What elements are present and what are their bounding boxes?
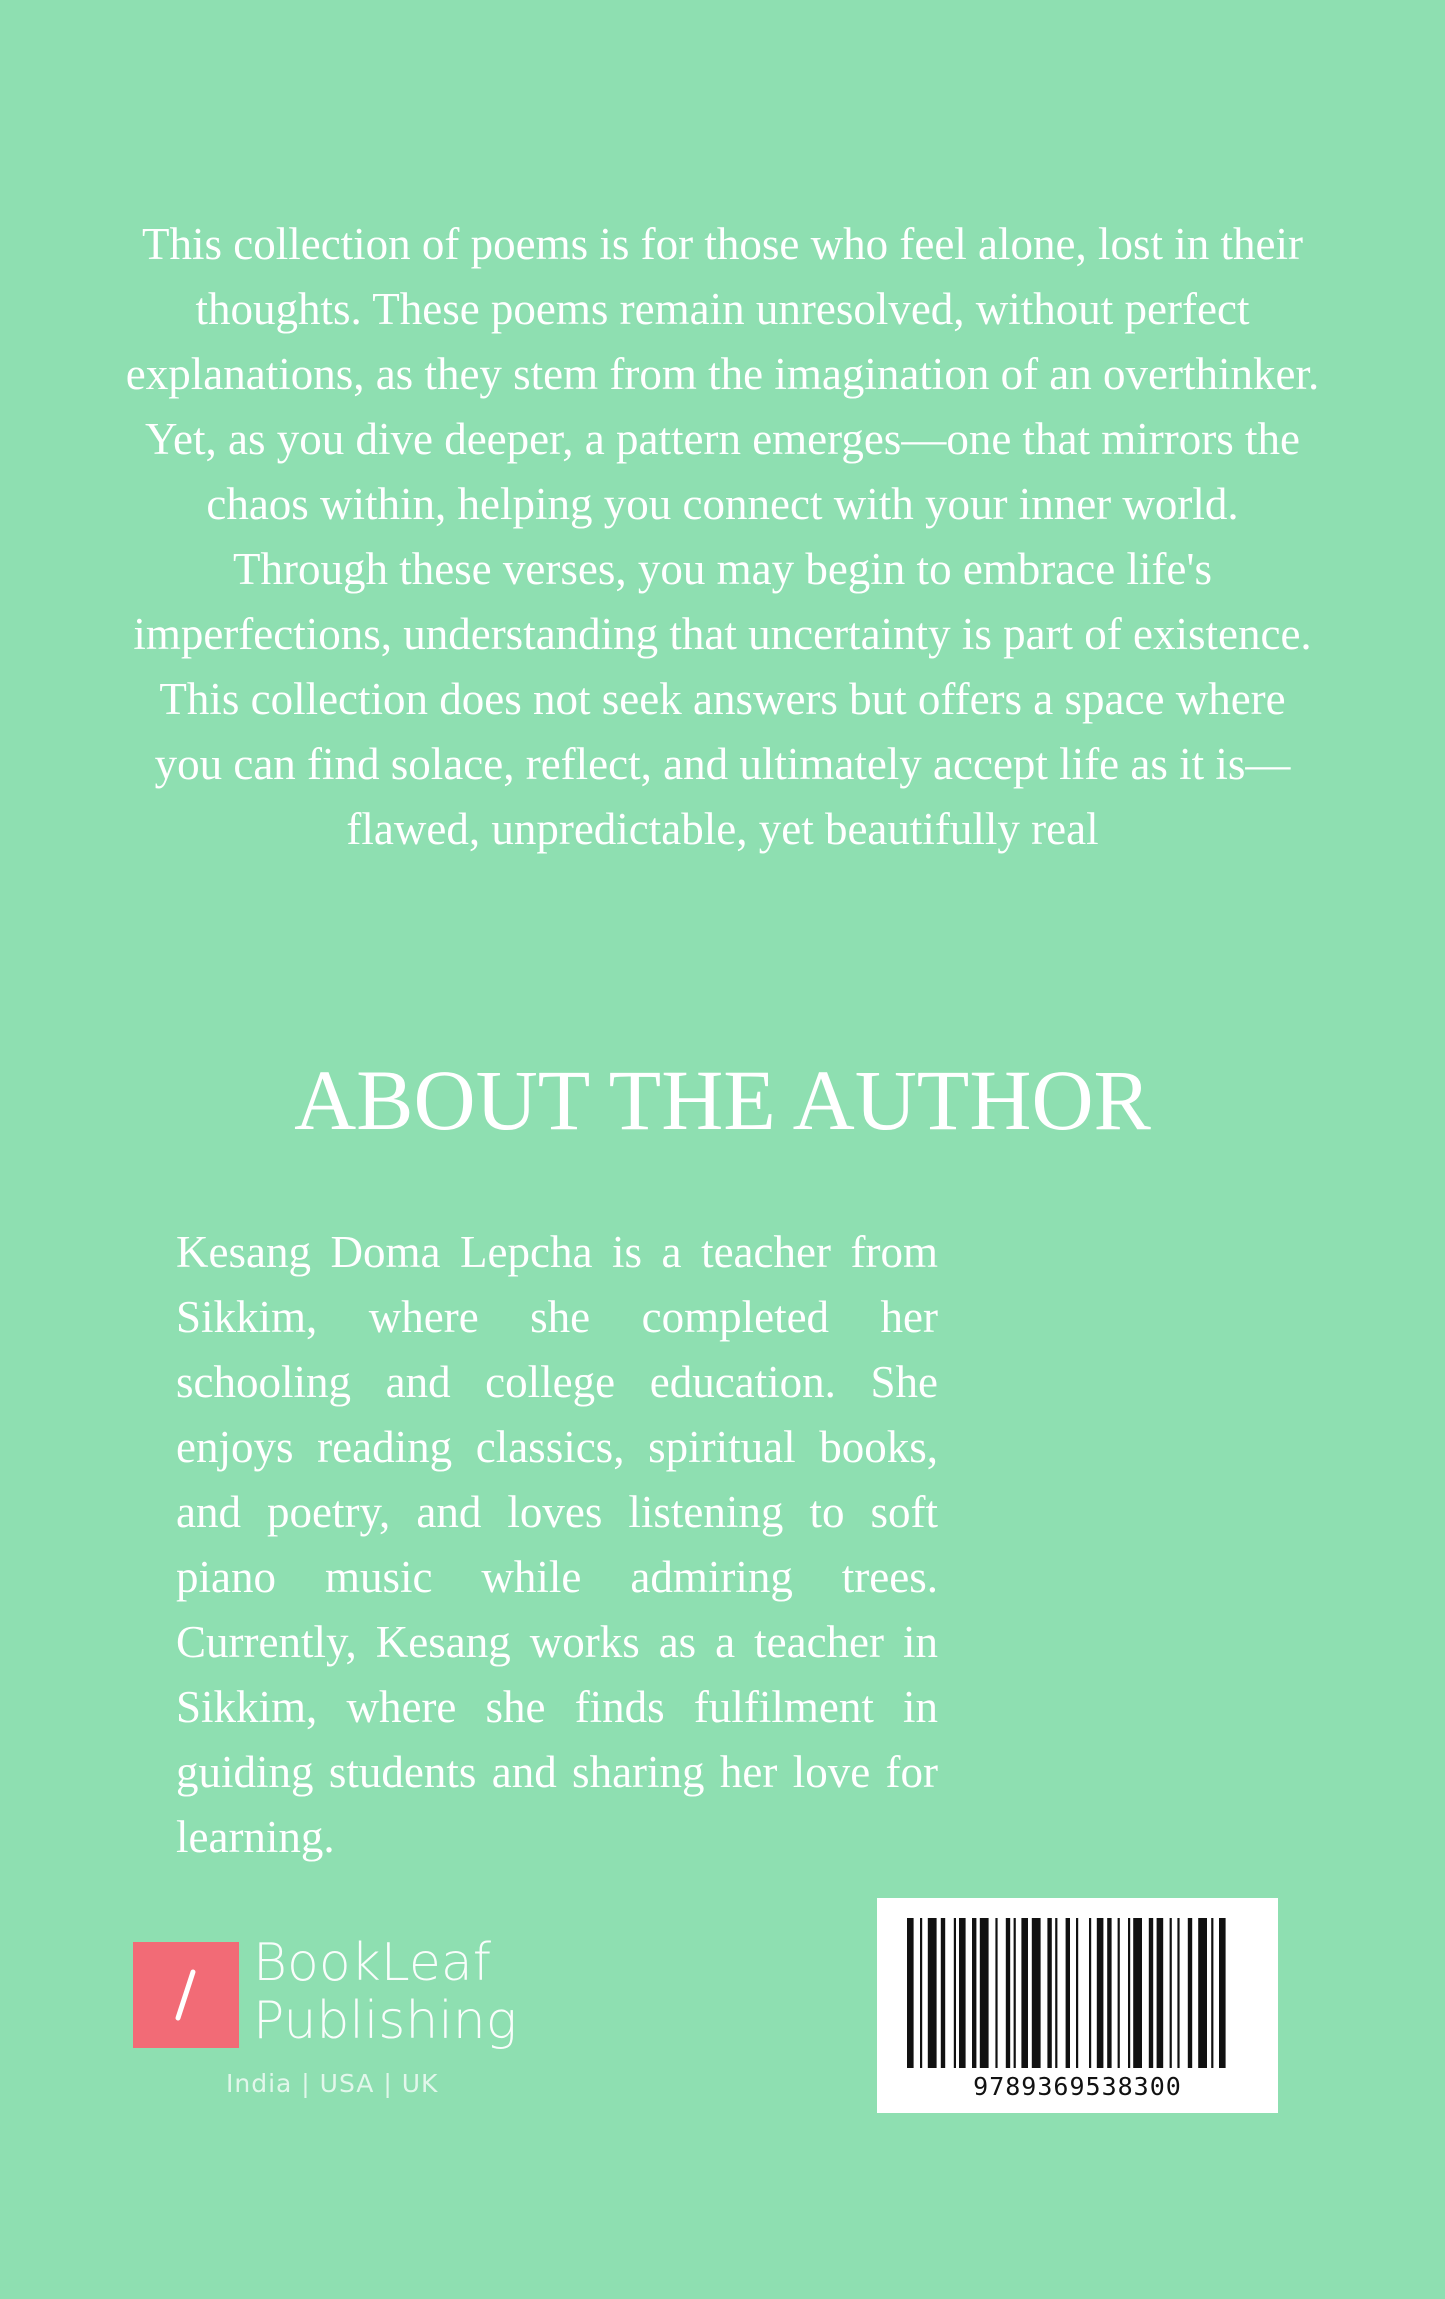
publisher-name-line1: BookLeaf bbox=[253, 1933, 492, 1993]
publisher-logo bbox=[133, 1933, 533, 2112]
barcode-icon bbox=[907, 1918, 1248, 2068]
publisher-regions: India | USA | UK bbox=[226, 2069, 439, 2098]
slash-logo-icon bbox=[133, 1942, 239, 2048]
blurb-text: This collection of poems is for those who feel alone, lost in their thoughts. These poems remain unresolved, without perfect explanations, as they stem from the imagination of an overthinker. Yet, as you dive deeper, a pattern emerges—one that mirrors the chaos within, helping you connect with your inner world. Through these verses, you may begin to embrace life's imperfections, understanding that uncertainty is part of existence. This collection does not seek answers but offers a space where you can find solace, reflect, and ultimately accept life as it is—flawed, unpredictable, yet beautifully real bbox=[125, 219, 1320, 854]
isbn-barcode bbox=[877, 1898, 1278, 2113]
publisher-name-line2: Publishing bbox=[253, 1991, 517, 2051]
about-author-heading: ABOUT THE AUTHOR bbox=[294, 1052, 1151, 1148]
author-bio-text: Kesang Doma Lepcha is a teacher from Sikkim, where she completed her schooling and college education. She enjoys reading classics, spiritual books, and poetry, and loves listening to soft piano music while admiring trees. Currently, Kesang works as a teacher in Sikkim, where she finds fulfilment in guiding students and sharing her love for learning. bbox=[176, 1227, 938, 1862]
publisher-name bbox=[253, 1934, 517, 2050]
isbn-number: 9789369538300 bbox=[973, 2072, 1182, 2101]
